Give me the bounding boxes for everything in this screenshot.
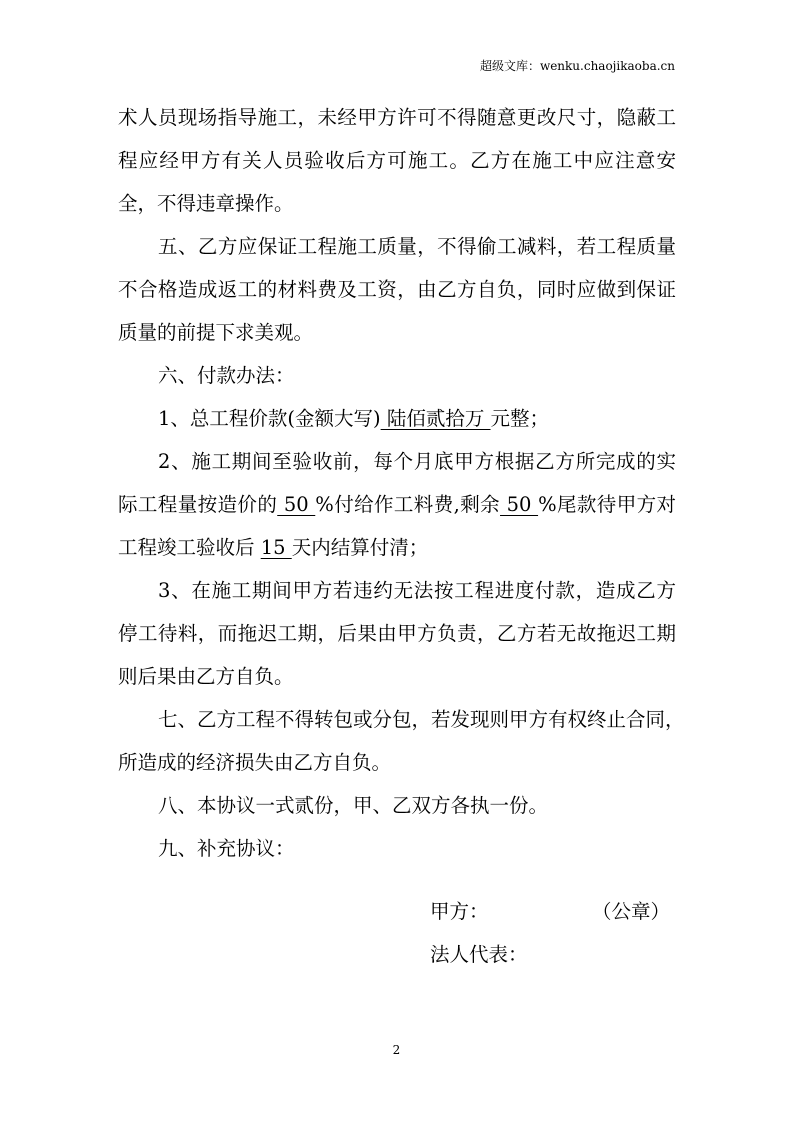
text-line: [118, 105, 676, 131]
text-line: [158, 406, 676, 432]
text-segment: 六、付款办法：: [158, 364, 295, 387]
text-segment: 质量的前提下求美观。: [118, 321, 314, 344]
text-line: [118, 492, 676, 518]
text-line: [158, 449, 676, 475]
text-line: [158, 793, 676, 819]
page-number: 2: [392, 1043, 401, 1057]
text-line: [118, 535, 676, 561]
text-segment: %付给作工料费,剩余: [315, 493, 501, 516]
filled-blank: 50: [500, 493, 539, 516]
page-header-source: 超级文库：wenku.chaojikaoba.cn: [479, 59, 675, 73]
text-line: [158, 578, 676, 604]
filled-blank: 15: [260, 536, 292, 559]
text-segment: 五、乙方应保证工程施工质量，不得偷工减料，若工程质量: [158, 235, 676, 258]
seal-label: （公章）: [592, 900, 671, 923]
legal-representative-label: 法人代表：: [430, 943, 528, 966]
text-segment: 际工程量按造价的: [118, 493, 278, 516]
text-segment: 1、总工程价款(金额大写): [158, 407, 381, 430]
text-line: [118, 320, 676, 346]
text-line: [118, 750, 676, 776]
text-segment: 全，不得违章操作。: [118, 192, 294, 215]
text-line: [158, 234, 676, 260]
text-line: [158, 707, 685, 733]
text-line: [158, 363, 676, 389]
text-line: [118, 277, 676, 303]
text-segment: 元整；: [490, 407, 550, 430]
filled-blank: 50: [277, 493, 316, 516]
party-a-label: 甲方：: [430, 900, 489, 923]
text-segment: 3、在施工期间甲方若违约无法按工程进度付款，造成乙方: [158, 579, 676, 602]
filled-blank: 陆佰贰拾万: [380, 407, 491, 430]
text-segment: 工程竣工验收后: [118, 536, 261, 559]
text-segment: 九、补充协议：: [158, 837, 295, 860]
text-segment: %尾款待甲方对: [538, 493, 677, 516]
text-segment: 程应经甲方有关人员验收后方可施工。乙方在施工中应注意安: [118, 149, 676, 172]
text-segment: 七、乙方工程不得转包或分包，若发现则甲方有权终止合同，: [158, 708, 685, 731]
text-segment: 则后果由乙方自负。: [118, 665, 294, 688]
text-segment: 术人员现场指导施工，未经甲方许可不得随意更改尺寸，隐蔽工: [118, 106, 676, 129]
text-line: [158, 836, 676, 862]
text-segment: 停工待料，而拖迟工期，后果由甲方负责，乙方若无故拖迟工期: [118, 622, 676, 645]
text-segment: 天内结算付清；: [291, 536, 429, 559]
text-line: [118, 148, 676, 174]
text-line: [118, 621, 676, 647]
text-segment: 不合格造成返工的材料费及工资，由乙方自负，同时应做到保证: [118, 278, 676, 301]
text-segment: 八、本协议一式贰份，甲、乙双方各执一份。: [158, 794, 549, 817]
text-line: [118, 191, 676, 217]
text-line: [118, 664, 676, 690]
text-segment: 所造成的经济损失由乙方自负。: [118, 751, 392, 774]
text-segment: 2、施工期间至验收前，每个月底甲方根据乙方所完成的实: [158, 450, 676, 473]
